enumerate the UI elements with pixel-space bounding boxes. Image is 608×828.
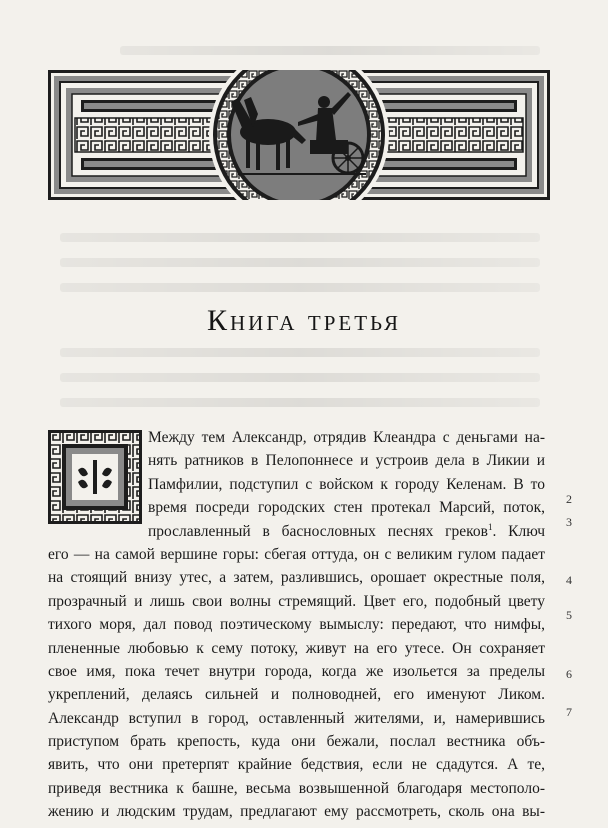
text-line: Александр вступил в город, оставленный жителями, и, намерившись xyxy=(48,709,545,727)
bleed-through xyxy=(60,373,540,382)
chapter-title: Книга третья xyxy=(207,304,401,337)
bleed-through xyxy=(60,283,540,292)
bleed-through xyxy=(60,258,540,267)
text-line: его — на самой вершине горы: сбегая оттуда, он с великим гулом падает xyxy=(48,545,545,563)
chariot-medallion-icon xyxy=(209,70,389,200)
text-line: тихого моря, дал повод поэтическому вымыслу: передают, что нимфы, xyxy=(48,616,545,634)
text-line: прозрачный и лишь свои волны стремящий. Цвет его, подобный цвету xyxy=(48,592,545,610)
text-line: Памфилии, подступил с войском к городу Келенам. В то xyxy=(148,475,545,493)
first-letter: М xyxy=(148,429,162,446)
text-line: явить, что они претерпят крайние бедствия, если не сдадутся. А те, xyxy=(48,756,545,774)
section-number: 4 xyxy=(566,573,572,587)
footnote-mark[interactable]: 1 xyxy=(487,521,493,532)
bleed-through xyxy=(60,398,540,407)
text-line: время посреди городских стен протекал Марсий, поток, xyxy=(148,499,545,517)
section-number: 7 xyxy=(566,705,572,719)
section-number: 6 xyxy=(566,667,572,681)
text-line: Между тем Александр, отрядив Клеандра с деньгами на- xyxy=(148,429,545,446)
chapter-body xyxy=(48,426,545,824)
text-line: жению и людским трудам, предлагают ему рассмотреть, сколь она вы- xyxy=(48,803,545,821)
section-number: 2 xyxy=(566,492,572,506)
bleed-through xyxy=(60,348,540,357)
text-line: на стоящий внизу утес, а затем, разлившись, орошает окрестные поля, xyxy=(48,569,545,587)
chapter-ornament xyxy=(48,70,550,200)
text-line: прославленный в баснословных песнях греков$^1$. Ключ xyxy=(148,521,546,540)
bleed-through xyxy=(120,46,540,55)
text-line: нять ратников в Пелопоннесе и устроив дела в Ликии и xyxy=(148,452,545,470)
text-line: плененные любовью к сему потоку, живут на его утесе. Он сохраняет xyxy=(48,639,545,657)
text-line: приступом брать крепость, куда они бежали, послал вестника объ- xyxy=(48,733,545,751)
text-line: приведя вестника к башне, весьма возвышенной благодаря местополо- xyxy=(48,779,545,797)
text-line: укреплений, делаясь сильней и полноводней, его именуют Ликом. xyxy=(48,686,545,704)
section-number: 3 xyxy=(566,515,572,529)
bleed-through xyxy=(60,233,540,242)
section-number: 5 xyxy=(566,608,572,622)
text-line: свое имя, пока течет внутри города, когда же изольется за пределы xyxy=(48,662,545,680)
